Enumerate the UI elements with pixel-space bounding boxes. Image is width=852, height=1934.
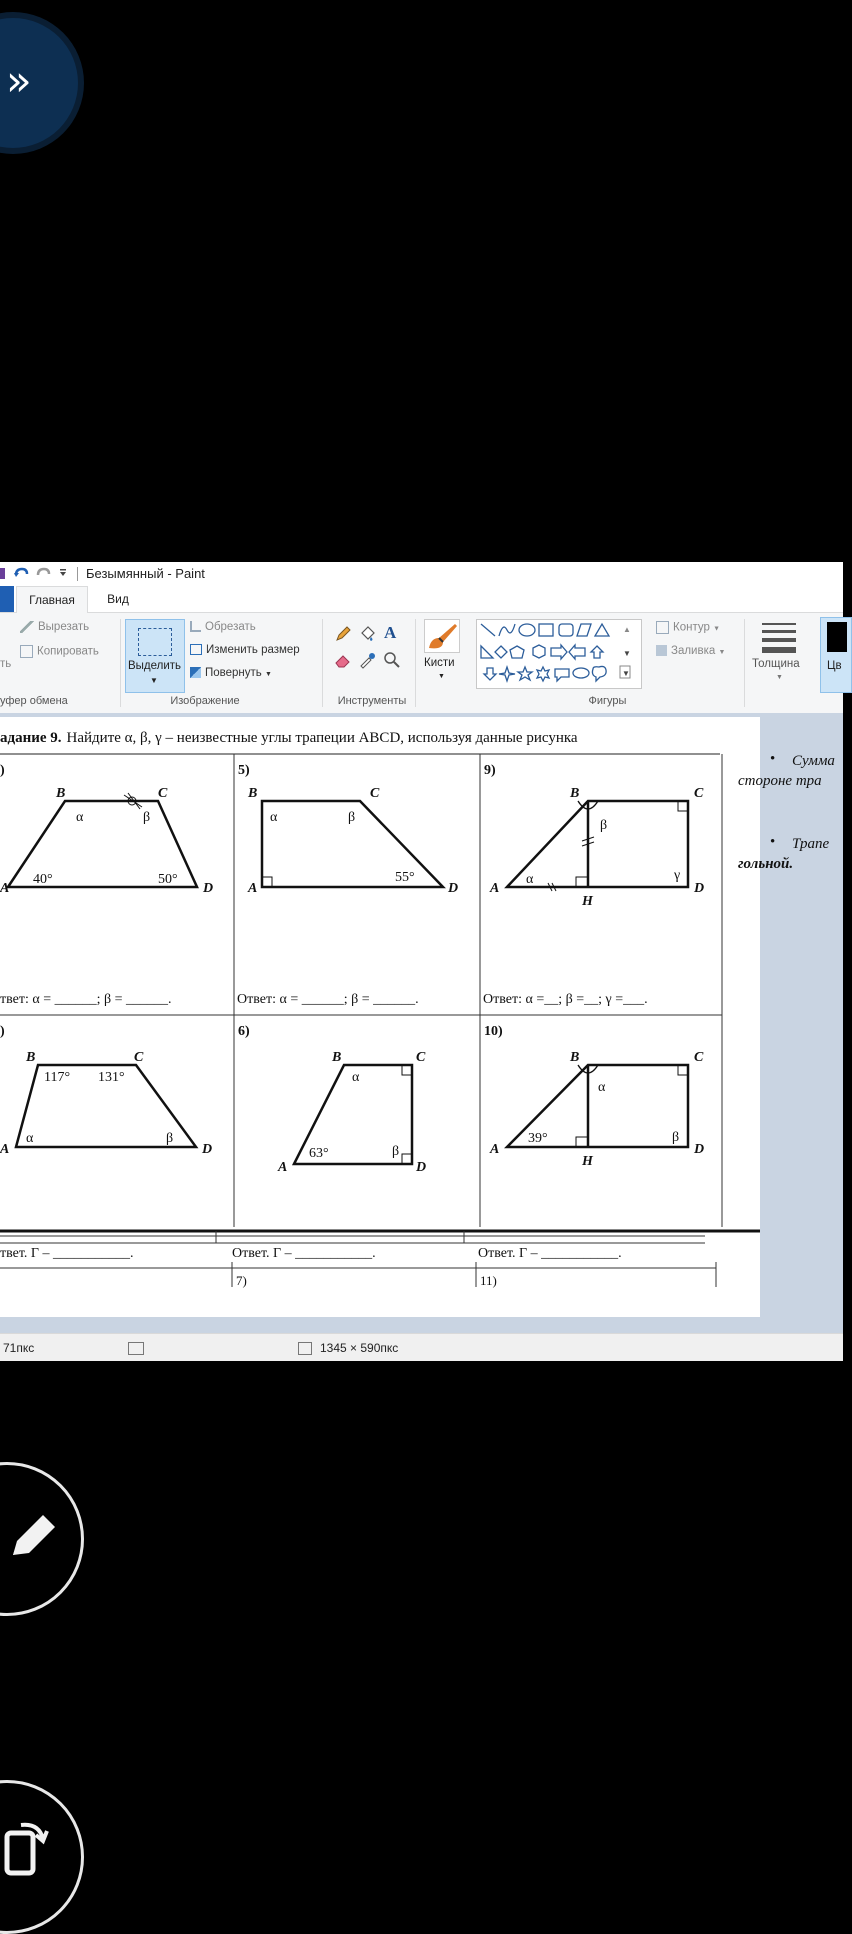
color-picker-icon[interactable]: [358, 651, 376, 669]
customize-icon: [60, 572, 66, 576]
paste-button[interactable]: ть: [0, 658, 12, 670]
problem-1-angle-d: 50°: [158, 872, 178, 887]
svg-text:C: C: [694, 1050, 704, 1065]
separator: [322, 619, 323, 707]
copy-button[interactable]: Копировать: [20, 645, 99, 658]
svg-text:H: H: [582, 894, 593, 909]
problem-5-answer: Ответ: α = ______; β = ______.: [237, 992, 419, 1007]
canvas-area: [0, 713, 843, 1333]
tab-home[interactable]: Главная: [16, 586, 88, 614]
svg-text:α: α: [598, 1080, 606, 1095]
crop-button[interactable]: Обрезать: [190, 621, 256, 633]
svg-text:A: A: [490, 1142, 500, 1157]
problem-7-number: 7): [236, 1273, 247, 1288]
svg-text:▼: ▼: [623, 649, 631, 658]
svg-text:A: A: [278, 1160, 288, 1175]
select-button[interactable]: Выделить ▼: [125, 619, 185, 693]
svg-text:β: β: [143, 810, 151, 825]
svg-text:▲: ▲: [623, 625, 631, 634]
edit-button[interactable]: [0, 1462, 84, 1616]
problem-5-angle-d: 55°: [395, 870, 415, 885]
problem-10-number: 10): [484, 1024, 503, 1039]
problem-9-number: 9): [484, 763, 496, 778]
problem-1-number: ): [0, 763, 5, 778]
resize-icon: [190, 644, 202, 655]
fill-tool-icon[interactable]: [358, 625, 376, 643]
drawing-canvas[interactable]: [0, 717, 835, 1317]
problem-2-angle-c: 131°: [98, 1070, 125, 1085]
svg-text:C: C: [694, 786, 704, 801]
cut-row-answer-1: твет. Γ – ___________.: [0, 1246, 134, 1261]
side-note-1b: стороне тра: [738, 773, 822, 789]
svg-text:β: β: [166, 1131, 174, 1146]
tab-view[interactable]: Вид: [107, 592, 129, 606]
svg-text:α: α: [76, 810, 84, 825]
tools-group-label: Инструменты: [337, 695, 407, 707]
svg-text:D: D: [202, 1142, 213, 1157]
svg-text:β: β: [348, 810, 356, 825]
problem-11-number: 11): [480, 1273, 497, 1288]
canvas-size: 1345 × 590пкс: [320, 1341, 399, 1355]
shapes-group-label: Фигуры: [588, 695, 627, 707]
svg-text:α: α: [352, 1070, 360, 1085]
svg-text:▼: ▼: [622, 669, 630, 678]
scissors-icon: [20, 621, 34, 633]
svg-text:β: β: [392, 1144, 400, 1159]
save-icon: [0, 568, 5, 579]
outline-icon: [656, 621, 669, 634]
problem-9-answer: Ответ: α =__; β =__; γ =___.: [483, 992, 648, 1007]
select-icon: [138, 628, 172, 656]
rotate-screen-icon: [5, 1821, 65, 1891]
cut-button[interactable]: Вырезать: [20, 621, 89, 633]
svg-text:D: D: [694, 881, 705, 896]
ribbon: [0, 613, 843, 714]
thickness-line: [762, 623, 796, 625]
worksheet-image: [0, 717, 835, 1317]
svg-text:α: α: [526, 872, 534, 887]
paint-window: [0, 562, 843, 1360]
rotate-icon: [190, 667, 201, 678]
color1-button[interactable]: Цв: [820, 617, 852, 693]
ribbon-tabs: [0, 586, 843, 613]
problem-5-number: 5): [238, 763, 250, 778]
task-number: адание 9.: [0, 730, 62, 746]
svg-text:β: β: [672, 1130, 680, 1145]
brushes-button[interactable]: Кисти ▼: [422, 617, 462, 693]
chevron-down-icon: ▼: [718, 649, 726, 656]
svg-text:D: D: [416, 1160, 427, 1175]
separator: [120, 619, 121, 707]
svg-text:D: D: [448, 881, 459, 896]
chevron-down-icon: ▼: [713, 625, 720, 633]
side-bullet-1: •: [770, 751, 776, 767]
task-heading: Найдите α, β, γ – неизвестные углы трапеции ABCD, используя данные рисунка: [66, 730, 578, 746]
cut-row-answer-2: Ответ. Γ – ___________.: [232, 1246, 376, 1261]
trapezoid-9: [507, 801, 688, 887]
problem-6-number: 6): [238, 1024, 250, 1039]
outline-button[interactable]: Контур ▼: [656, 621, 720, 634]
svg-text:B: B: [332, 1050, 342, 1065]
side-bullet-2: •: [770, 834, 776, 850]
problem-2-number: ): [0, 1024, 5, 1039]
fill-icon: [656, 645, 667, 656]
problem-1-answer: твет: α = ______; β = ______.: [0, 992, 172, 1007]
problem-10-angle-a: 39°: [528, 1131, 548, 1146]
svg-text:A: A: [248, 881, 258, 896]
svg-text:D: D: [694, 1142, 705, 1157]
pencil-tool-icon[interactable]: [334, 625, 352, 643]
svg-text:B: B: [570, 1050, 580, 1065]
svg-text:C: C: [134, 1050, 144, 1065]
thickness-label: Толщина: [752, 658, 800, 670]
svg-text:A: A: [0, 1142, 10, 1157]
svg-text:C: C: [416, 1050, 426, 1065]
cursor-position: 71пкс: [3, 1341, 35, 1355]
quick-access-toolbar: [0, 566, 80, 582]
clipboard-group-label: уфер обмена: [0, 695, 68, 707]
svg-text:C: C: [370, 786, 380, 801]
svg-text:γ: γ: [674, 868, 681, 883]
title-bar: [0, 562, 843, 586]
cut-row-answer-3: Ответ. Γ – ___________.: [478, 1246, 622, 1261]
thickness-button[interactable]: [750, 619, 808, 689]
fill-button[interactable]: Заливка ▼: [656, 645, 725, 657]
svg-text:B: B: [56, 786, 66, 801]
chevron-down-icon: ▼: [776, 674, 783, 681]
problem-2-angle-b: 117°: [44, 1070, 71, 1085]
image-group-label: Изображение: [170, 695, 240, 707]
svg-text:A: A: [490, 881, 500, 896]
chevron-down-icon: ▼: [438, 673, 445, 680]
side-note-2b: гольной.: [738, 856, 794, 872]
pencil-icon: [5, 1505, 65, 1565]
tab-file[interactable]: [0, 586, 14, 612]
svg-text:B: B: [26, 1050, 36, 1065]
magnifier-icon[interactable]: [383, 651, 401, 669]
separator: [415, 619, 416, 707]
chevron-down-icon: ▼: [150, 676, 158, 685]
svg-text:D: D: [203, 881, 214, 896]
svg-text:α: α: [26, 1131, 34, 1146]
shapes-icons: [477, 620, 641, 688]
svg-text:α: α: [270, 810, 278, 825]
svg-text:H: H: [582, 1154, 593, 1169]
rotate-button[interactable]: Повернуть ▼: [190, 667, 272, 679]
svg-text:A: A: [0, 881, 10, 896]
crop-icon: [190, 621, 201, 632]
text-tool-icon[interactable]: A: [384, 623, 397, 642]
chevron-down-icon: ▼: [265, 671, 272, 678]
copy-icon: [20, 645, 33, 658]
problem-6-angle-a: 63°: [309, 1146, 329, 1161]
selection-size-icon: [128, 1342, 144, 1355]
separator: [744, 619, 745, 707]
svg-text:B: B: [570, 786, 580, 801]
color1-swatch: [827, 622, 847, 652]
canvas-size-icon: [298, 1342, 312, 1355]
shapes-gallery[interactable]: [476, 619, 642, 689]
double-chevron-right-icon: »: [6, 56, 32, 105]
side-note-1a: Сумма: [792, 753, 835, 769]
side-note-2a: Трапе: [792, 836, 830, 852]
eraser-tool-icon[interactable]: [334, 651, 352, 669]
expand-button[interactable]: [0, 18, 78, 148]
problem-1-angle-a: 40°: [33, 872, 53, 887]
brush-icon: [424, 619, 460, 653]
redo-icon: [38, 569, 49, 575]
status-bar: [0, 1333, 843, 1361]
rotate-screen-button[interactable]: [0, 1780, 84, 1934]
svg-text:C: C: [158, 786, 168, 801]
svg-text:β: β: [600, 818, 608, 833]
svg-text:адание 9.Найдите α, β, γ – неи: [0, 730, 578, 746]
window-title: Безымянный - Paint: [86, 566, 205, 581]
resize-button[interactable]: Изменить размер: [190, 644, 300, 656]
svg-text:B: B: [248, 786, 258, 801]
